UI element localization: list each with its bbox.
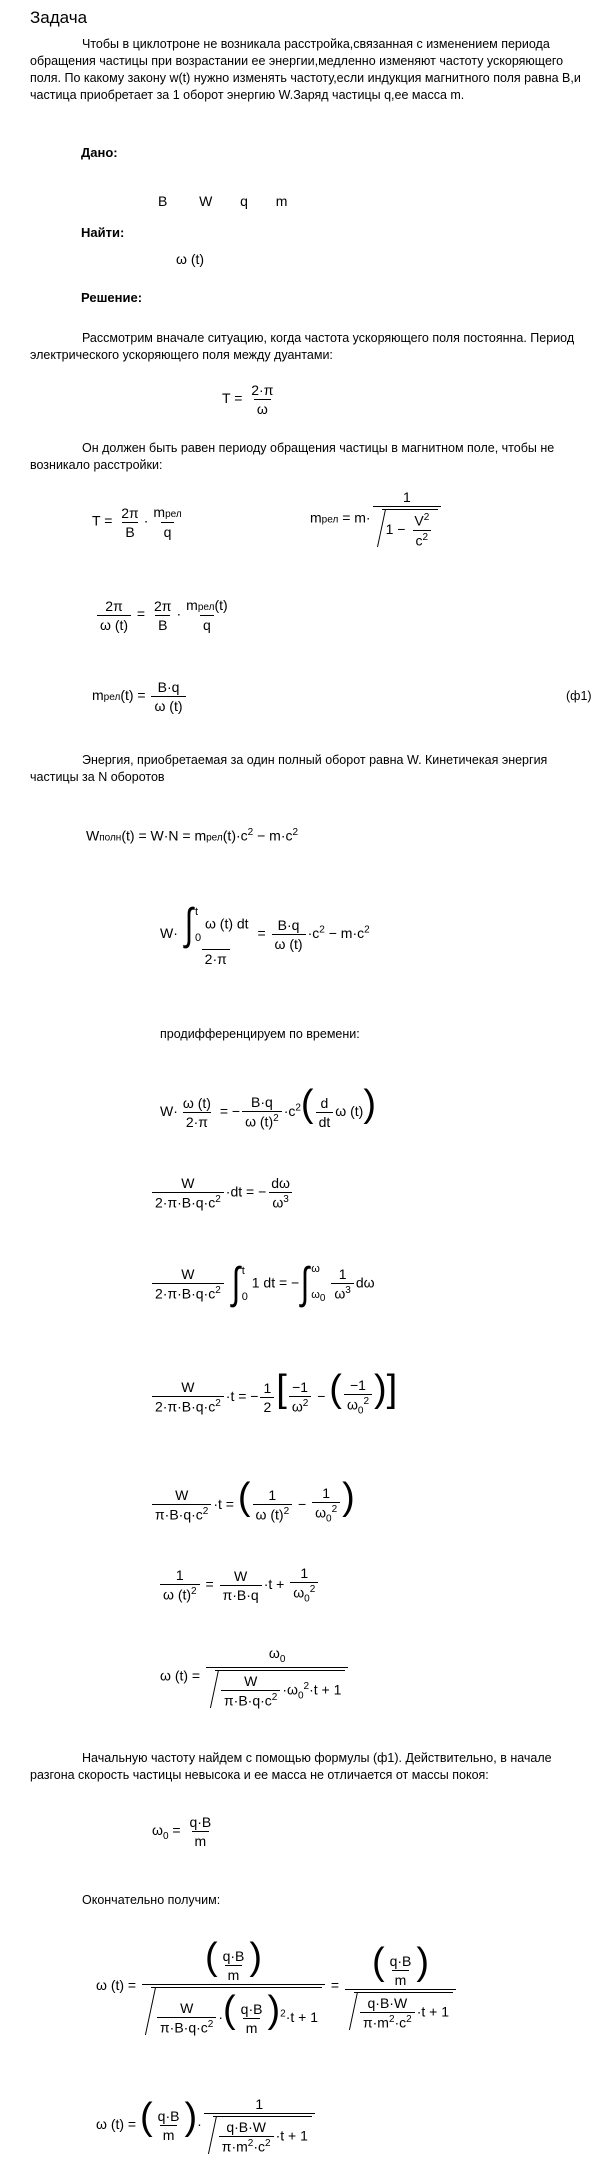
- formula-simplified: $\frac{W}{\pi\cdot B\cdot q\cdot c^2}$ ·t = ( $\frac{1}{\omega (t)^2}$ − $\frac{1}{\omega_0^2}$ ): [150, 1478, 355, 1525]
- formula-final: ω (t) = ( $\frac{q\cdot B}{m}$ )· 1 $\frac{q\cdot B\cdot W}{\pi\cdot m^2\cdot c^2}$ ·t + 1: [96, 2097, 317, 2154]
- paragraph-1: Рассмотрим вначале ситуацию, когда частота ускоряющего поля постоянна. Период электрического ускоряющего поля между дуантами:: [30, 331, 575, 362]
- formula-integrated: $\frac{W}{2\cdot\pi\cdot B\cdot q\cdot c^2}$ ∫ t 0 1 dt = −∫ ω $\omega_0$ $\frac{1}{\omega^3}$ dω: [150, 1262, 375, 1306]
- given-var-w: W: [199, 193, 213, 209]
- formula-magnetic-period: T = $\frac{2\pi}{B}$ · $\frac{\text{mрел}}{q}$: [92, 504, 182, 540]
- paragraph-6: Окончательно получим:: [82, 1893, 221, 1907]
- formula-separated: $\frac{W}{2\cdot\pi\cdot B\cdot q\cdot c^2}$ ·dt = − $\frac{d\omega}{\omega^3}$: [150, 1176, 295, 1210]
- find-header: Найти:: [81, 225, 125, 240]
- formula-derivative: W· $\frac{\omega (t)}{2\cdot\pi}$ = − $\frac{B\cdot q}{\omega (t)^2}$ $\cdot c^2$( $\frac{d}{dt}$ ω (t)): [160, 1083, 376, 1131]
- solution-header: Решение:: [81, 290, 143, 305]
- formula-f1-label: (ф1): [566, 689, 592, 703]
- formula-omega-general: ω (t) = $\omega_0$ $\frac{W}{\pi\cdot B\cdot q\cdot c^2}$ $\cdot\omega_0^2\cdot t + 1$: [160, 1646, 350, 1707]
- paragraph-4: продифференцируем по времени:: [160, 1027, 360, 1041]
- formula-resonance: $\frac{2\pi}{\omega (t)}$ = $\frac{2\pi}{B}$ · $\frac{\text{mрел(t)}}{q}$: [95, 598, 233, 632]
- formula-inverse-square: $\frac{1}{\omega (t)^2}$ = $\frac{W}{\pi\cdot B\cdot q}$ ·t + $\frac{1}{\omega_0^2}$: [158, 1566, 320, 1604]
- paragraph-5: Начальную частоту найдем с помощью формулы (ф1). Действительно, в начале разгона скорость частицы невысока и ее масса не отличается от массы покоя:: [30, 1751, 552, 1782]
- page-title: Задача: [30, 8, 88, 27]
- formula-evaluated: $\frac{W}{2\cdot\pi\cdot B\cdot q\cdot c^2}$ ·t = − $\frac{1}{2}$ [ $\frac{-1}{\omega^2}$ − ( $\frac{-1}{\omega_0^2}$ )]: [150, 1370, 397, 1417]
- formula-energy-integral: W· ∫ t 0 ω (t) dt 2·π = $\frac{B\cdot q}{\omega (t)}$ $\cdot c^2 - m\cdot c^2$: [160, 900, 370, 967]
- given-var-m: m: [275, 193, 288, 209]
- given-var-b: B: [158, 193, 168, 209]
- given-header: Дано:: [81, 145, 118, 160]
- formula-total-energy: Wполн(t) = $W\cdot N = mрел(t)\cdot c^2 - m\cdot c^2$: [86, 827, 299, 844]
- formula-relativistic-mass: mрел = m· 1 1 − $\frac{V^2}{c^2}$: [310, 490, 443, 547]
- problem-text: Чтобы в циклотроне не возникала расстройка,связанная с изменением периода обращения частицы при возрастании ее энергии,медленно изменяют частоту ускоряющего поля. По какому закону w(t) нужно изменять частоту,если индукция магнитного поля равна B,и частица приобретает за 1 оборот энергию W.Заряд частицы q,ее масса m.: [30, 37, 581, 102]
- formula-final-expanded: ω (t) = ( $\frac{q\cdot B}{m}$ ) $\frac{W}{\pi\cdot B\cdot q\cdot c^2}$ ·( $\frac{q\cdot B}{m}$ )$^2$·t + 1 = ( $\frac{q\cdot B}{m}$ ) $\frac{q\cdot B\cdot W}{\pi\cdot m^2\cdot c^2}$ ·t + 1: [96, 1938, 458, 2035]
- find-variable: ω (t): [176, 251, 205, 267]
- given-variables: [158, 194, 287, 208]
- formula-omega-initial: $\omega_0$ = $\frac{q\cdot B}{m}$: [152, 1814, 212, 1849]
- paragraph-2: Он должен быть равен периоду обращения частицы в магнитном поле, чтобы не возникало расстройки:: [30, 441, 555, 472]
- formula-period: T = $\frac{2\cdot\pi}{\omega}$: [222, 382, 274, 417]
- paragraph-3: Энергия, приобретаемая за один полный оборот равна W. Кинетичекая энергия частицы за N оборотов: [30, 753, 548, 784]
- formula-f1: mрел(t) = $\frac{B\cdot q}{\omega (t)}$: [92, 680, 188, 713]
- given-var-q: q: [240, 193, 248, 209]
